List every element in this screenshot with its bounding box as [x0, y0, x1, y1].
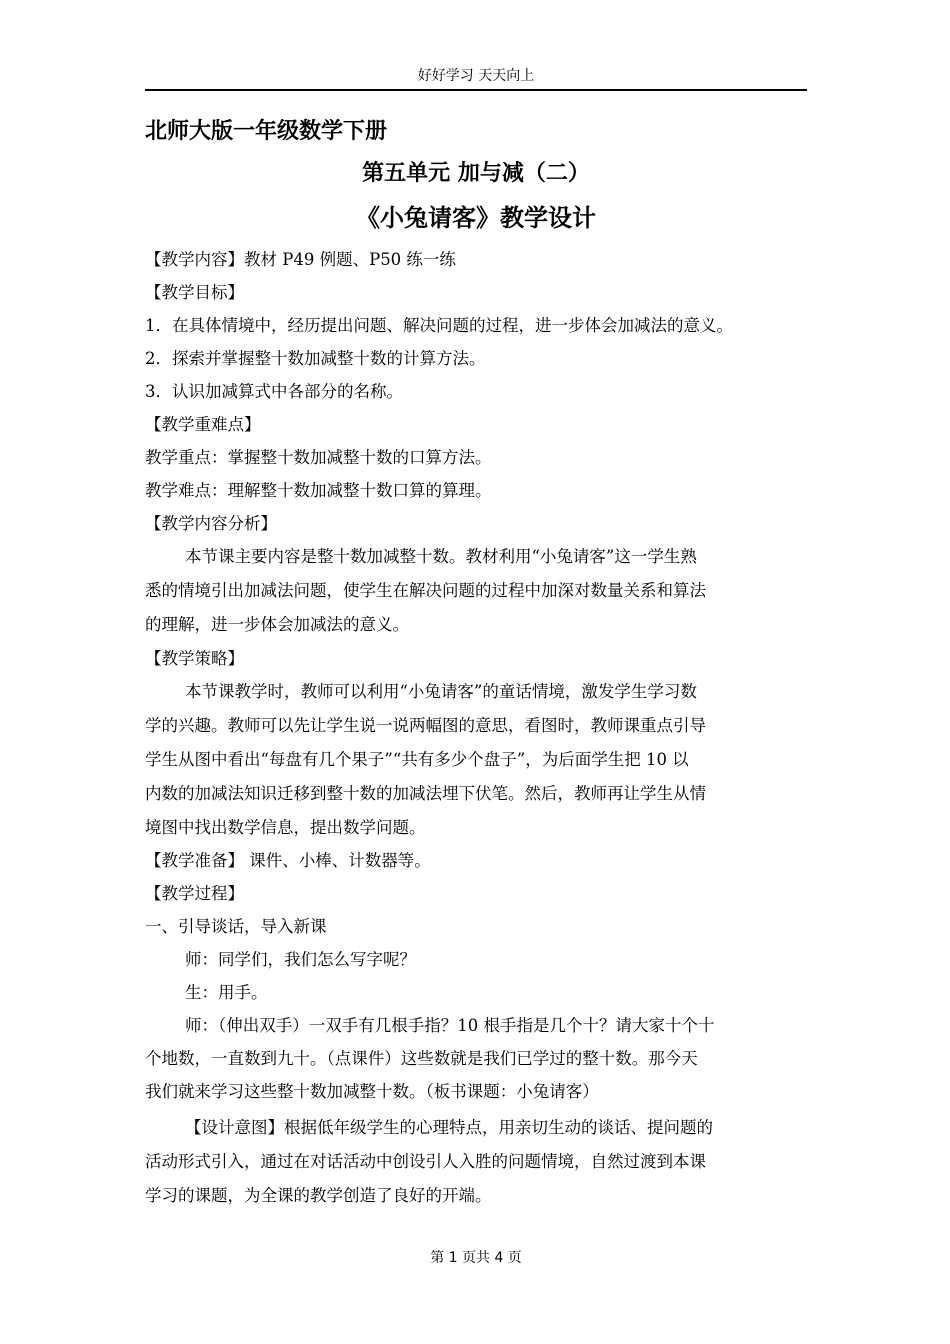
dialogue-line: 师：（伸出双手）一双手有几根手指？10 根手指是几个十？请大家十个十 — [185, 1016, 715, 1035]
dialogue-line: 师：同学们，我们怎么写字呢？ — [185, 950, 416, 969]
process-heading: 【教学过程】 — [145, 884, 244, 903]
paragraph-line: 内数的加减法知识迁移到整十数的加减法埋下伏笔。然后，教师再让学生从情 — [145, 784, 706, 803]
goal-item: 1．在具体情境中，经历提出问题、解决问题的过程，进一步体会加减法的意义。 — [145, 316, 733, 335]
section-heading: 一、引导谈话，导入新课 — [145, 917, 327, 936]
teaching-goals-heading: 【教学目标】 — [145, 283, 244, 302]
content-analysis-heading: 【教学内容分析】 — [145, 514, 277, 533]
dialogue-line: 我们就来学习这些整十数加减整十数。（板书课题：小兔请客） — [145, 1082, 599, 1101]
book-title: 北师大版一年级数学下册 — [145, 119, 388, 144]
difficult-point-line: 教学难点：理解整十数加减整十数口算的算理。 — [145, 481, 492, 500]
paragraph-line: 本节课教学时，教师可以利用“小兔请客”的童话情境，激发学生学习数 — [185, 682, 697, 701]
paragraph-line: 本节课主要内容是整十数加减整十数。教材利用“小兔请客”这一学生熟 — [185, 547, 697, 566]
goal-item: 2．探索并掌握整十数加减整十数的计算方法。 — [145, 349, 486, 368]
teaching-content-line: 【教学内容】教材 P49 例题、P50 练一练 — [145, 250, 456, 269]
paragraph-line: 悉的情境引出加减法问题，使学生在解决问题的过程中加深对数量关系和算法 — [145, 581, 706, 600]
page-footer: 第 1 页共 4 页 — [430, 1250, 522, 1266]
design-intent-line: 活动形式引入，通过在对话活动中创设引人入胜的问题情境，自然过渡到本课 — [145, 1152, 706, 1171]
goal-item: 3．认识加减算式中各部分的名称。 — [145, 382, 403, 401]
paragraph-line: 的理解，进一步体会加减法的意义。 — [145, 615, 409, 634]
paragraph-line: 学的兴趣。教师可以先让学生说一说两幅图的意思，看图时，教师课重点引导 — [145, 716, 706, 735]
key-point-line: 教学重点：掌握整十数加减整十数的口算方法。 — [145, 448, 492, 467]
document-body — [145, 243, 817, 1213]
design-intent-line: 【设计意图】根据低年级学生的心理特点，用亲切生动的谈话、提问题的 — [185, 1118, 713, 1137]
design-intent-line: 学习的课题，为全课的教学创造了良好的开端。 — [145, 1186, 492, 1205]
preparation-line: 【教学准备】 课件、小棒、计数器等。 — [145, 851, 431, 870]
paragraph-line: 学生从图中看出“每盘有几个果子”“共有多少个盘子”，为后面学生把 10 以 — [145, 750, 689, 769]
page-header: 好好学习 天天向上 — [417, 68, 535, 84]
unit-title: 第五单元 加与减（二） — [362, 161, 590, 186]
key-points-heading: 【教学重难点】 — [145, 415, 261, 434]
paragraph-line: 境图中找出数学信息，提出数学问题。 — [145, 818, 426, 837]
strategy-heading: 【教学策略】 — [145, 649, 244, 668]
dialogue-line: 生：用手。 — [185, 983, 268, 1002]
header-rule — [145, 89, 807, 91]
lesson-title: 《小兔请客》教学设计 — [356, 204, 596, 232]
dialogue-line: 个地数，一直数到九十。（点课件）这些数就是我们已学过的整十数。那今天 — [145, 1049, 698, 1068]
